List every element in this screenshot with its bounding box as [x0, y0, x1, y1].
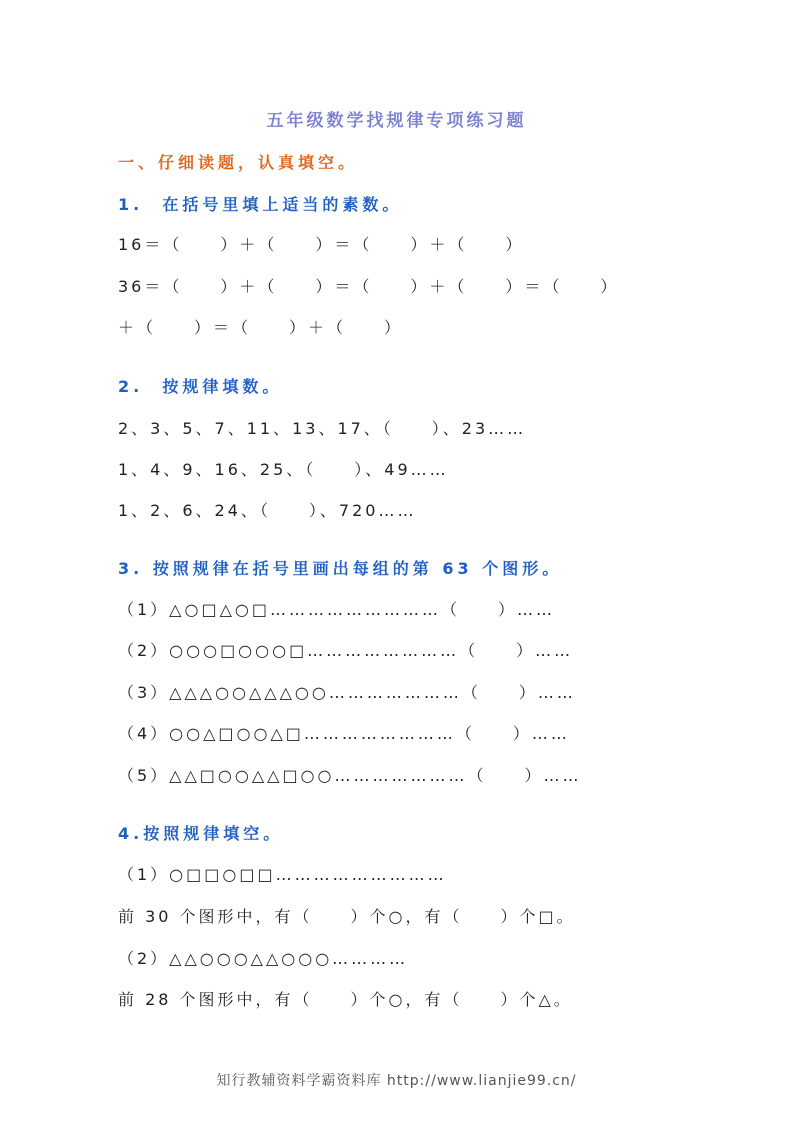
footer-source: 知行教辅资料学霸资料库 http://www.lianjie99.cn/: [216, 1073, 577, 1089]
page-title: 五年级数学找规律专项练习题: [266, 111, 527, 131]
section-heading: 一、仔细读题，认真填空。: [118, 153, 359, 172]
question-3-line-4: （4）○○△□○○△□……………………（ ）……: [118, 724, 570, 743]
question-1-line-1: 16＝（ ）＋（ ）＝（ ）＋（ ）: [118, 235, 525, 254]
question-3-line-2: （2）○○○□○○○□……………………（ ）……: [118, 641, 574, 660]
question-1-line-3: ＋（ ）＝（ ）＋（ ）: [118, 318, 404, 337]
question-2-line-3: 1、2、6、24、（ ）、720……: [118, 501, 417, 520]
question-4-line-1: （1）○□□○□□………………………: [118, 865, 447, 884]
question-3-line-3: （3）△△△○○△△△○○…………………（ ）……: [118, 683, 576, 702]
question-2-line-1: 2、3、5、7、11、13、17、（ ）、23……: [118, 419, 527, 438]
question-3-line-1: （1）△○□△○□………………………（ ）……: [118, 600, 555, 619]
question-4-line-2: 前 30 个图形中，有（ ）个○，有（ ）个□。: [118, 907, 576, 926]
question-3-heading: 3. 按照规律在括号里画出每组的第 63 个图形。: [118, 559, 563, 578]
question-3-line-5: （5）△△□○○△△□○○…………………（ ）……: [118, 766, 582, 785]
question-4-line-3: （2）△△○○○△△○○○…………: [118, 949, 409, 968]
question-2-heading: 2. 按规律填数。: [118, 377, 283, 396]
question-4-line-4: 前 28 个图形中，有（ ）个○，有（ ）个△。: [118, 990, 573, 1009]
question-4-heading: 4.按照规律填空。: [118, 824, 284, 843]
question-2-line-2: 1、4、9、16、25、（ ）、49……: [118, 460, 449, 479]
question-1-line-2: 36＝（ ）＋（ ）＝（ ）＋（ ）＝（ ）: [118, 277, 620, 296]
question-1-heading: 1. 在括号里填上适当的素数。: [118, 195, 403, 214]
